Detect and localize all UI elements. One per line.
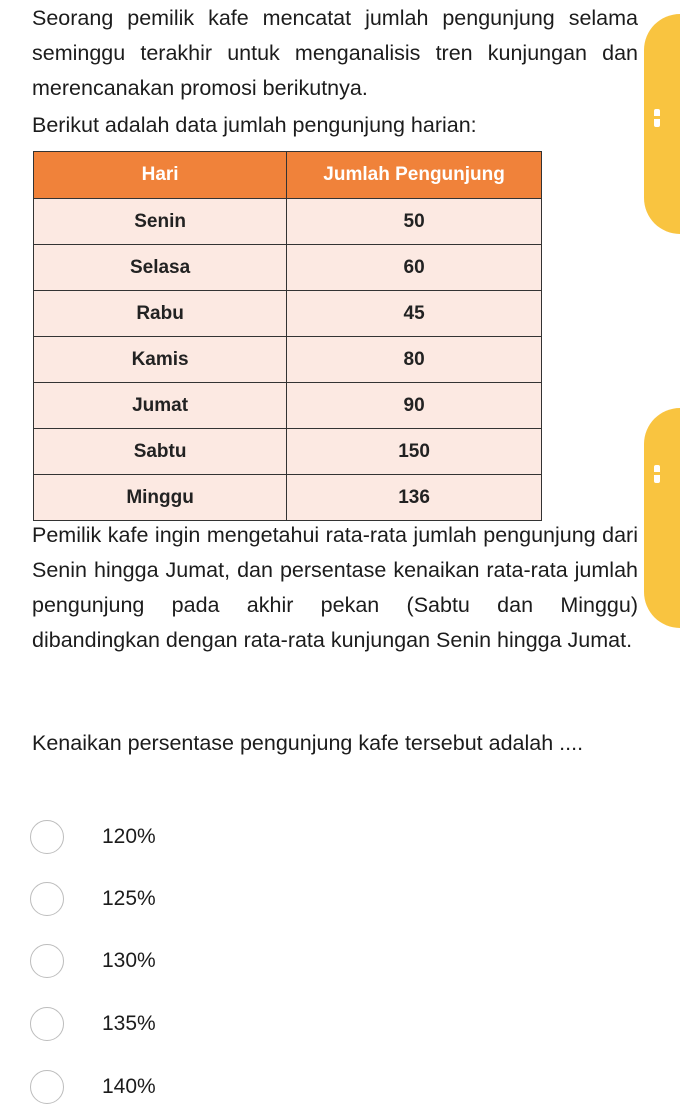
question-prompt: Kenaikan persentase pengunjung kafe tersebut adalah .... [32,731,584,755]
option-label: 120% [102,825,156,848]
option-label: 130% [102,949,156,972]
table-header-row [34,152,542,199]
grip-icon [654,109,660,127]
answer-option-c[interactable] [30,941,156,981]
radio-button-icon[interactable] [30,1007,64,1041]
table-row [34,199,542,245]
radio-button-icon[interactable] [30,820,64,854]
question-context: Pemilik kafe ingin mengetahui rata-rata jumlah pengunjung dari Senin hingga Jumat, dan persentase kenaikan rata-rata jumlah pengunjung pada akhir pekan (Sabtu dan Minggu) dibandingkan dengan rata-rata kunjungan Senin hingga Jumat. [32,523,638,652]
header-day: Hari [34,152,287,199]
option-label: 125% [102,887,156,910]
radio-button-icon[interactable] [30,882,64,916]
row-visitors: 50 [287,199,542,245]
table-row [34,383,542,429]
row-day: Jumat [34,383,287,429]
row-day: Senin [34,199,287,245]
question-intro: Seorang pemilik kafe mencatat jumlah pengunjung selama seminggu terakhir untuk menganalisis tren kunjungan dan merencanakan promosi berikutnya. [32,6,638,100]
answer-option-e[interactable] [30,1067,156,1107]
row-visitors: 136 [287,475,542,521]
radio-button-icon[interactable] [30,944,64,978]
table-row [34,337,542,383]
table-row [34,291,542,337]
table-row [34,475,542,521]
row-visitors: 60 [287,245,542,291]
visitor-table [33,151,542,521]
header-visitors: Jumlah Pengunjung [287,152,542,199]
grip-icon [654,465,660,483]
row-day: Rabu [34,291,287,337]
row-visitors: 45 [287,291,542,337]
row-day: Minggu [34,475,287,521]
side-tab-bottom[interactable] [644,408,680,628]
row-visitors: 80 [287,337,542,383]
table-row [34,245,542,291]
row-day: Kamis [34,337,287,383]
row-visitors: 150 [287,429,542,475]
row-day: Selasa [34,245,287,291]
answer-option-a[interactable] [30,817,156,857]
side-tab-top[interactable] [644,14,680,234]
row-visitors: 90 [287,383,542,429]
option-label: 140% [102,1075,156,1098]
radio-button-icon[interactable] [30,1070,64,1104]
answer-option-d[interactable] [30,1004,156,1044]
option-label: 135% [102,1012,156,1035]
table-row [34,429,542,475]
table-lead-text: Berikut adalah data jumlah pengunjung harian: [32,113,477,137]
answer-option-b[interactable] [30,879,156,919]
row-day: Sabtu [34,429,287,475]
